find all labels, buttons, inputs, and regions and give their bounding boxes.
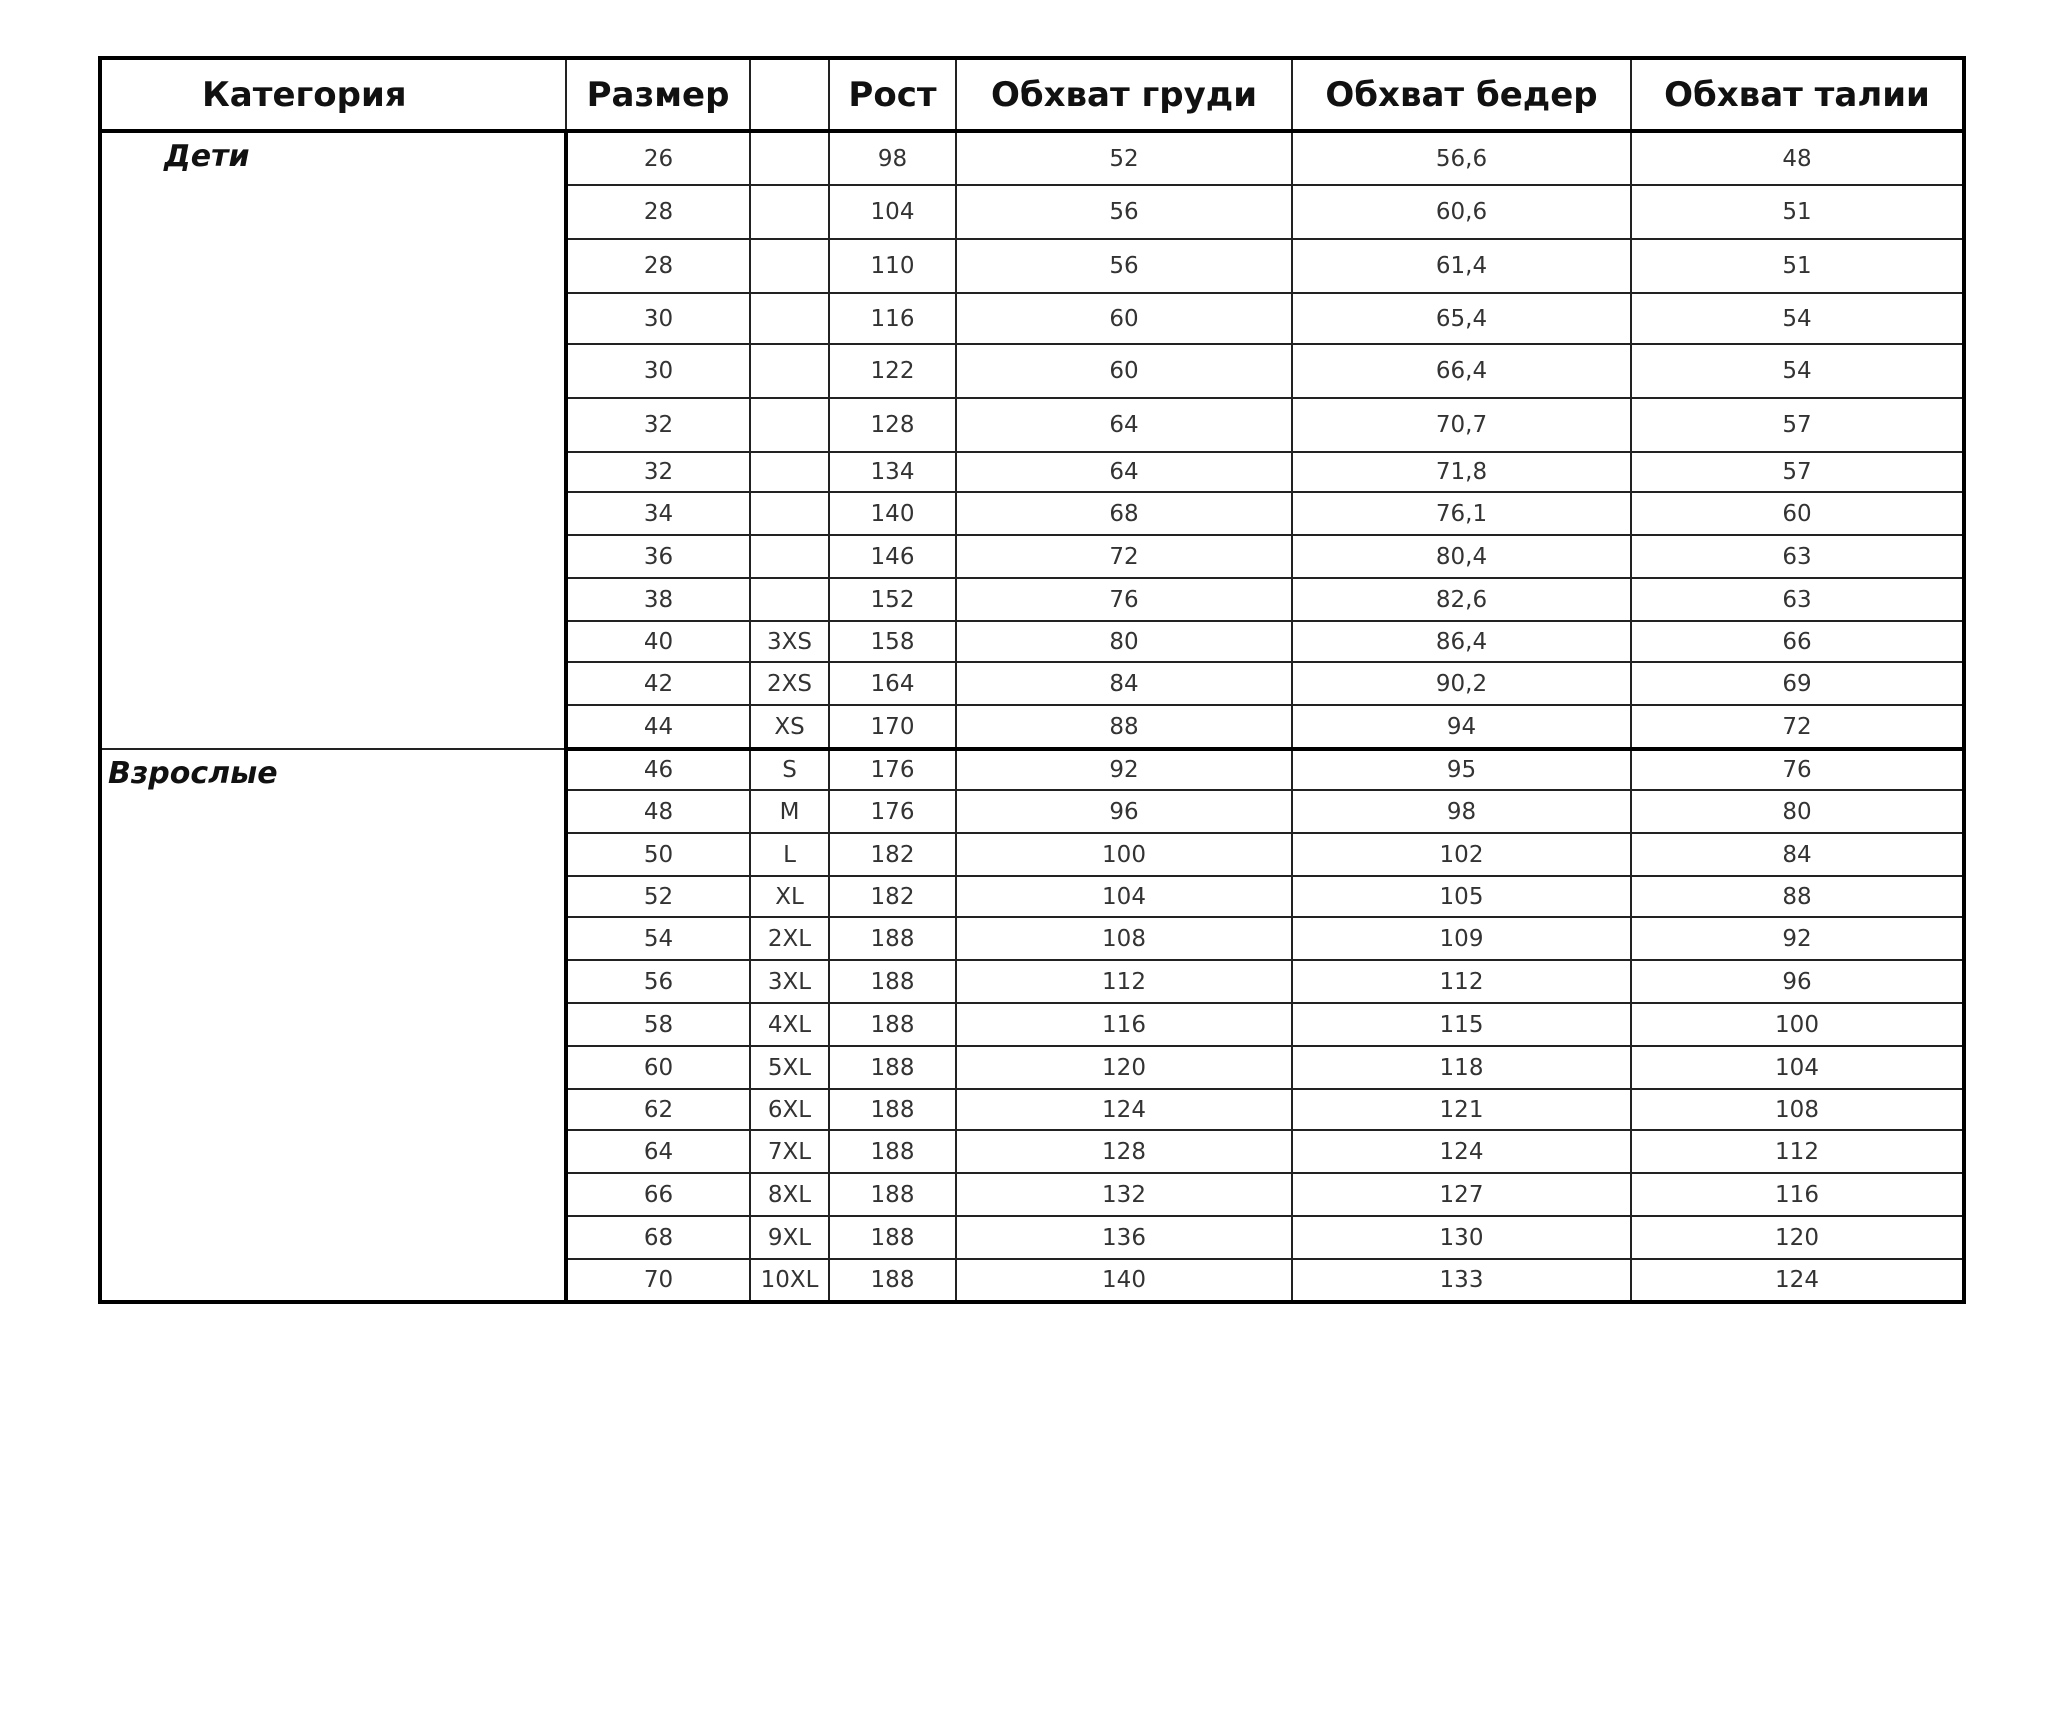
- chest-cell: 60: [956, 293, 1292, 344]
- chest-cell: 64: [956, 398, 1292, 452]
- header-height: Рост: [829, 58, 956, 131]
- waist-cell: 104: [1631, 1046, 1964, 1089]
- height-cell: 152: [829, 578, 956, 621]
- header-chest: Обхват груди: [956, 58, 1292, 131]
- waist-cell: 69: [1631, 662, 1964, 705]
- letter-size-cell: M: [750, 790, 829, 833]
- chest-cell: 104: [956, 876, 1292, 917]
- waist-cell: 57: [1631, 398, 1964, 452]
- hips-cell: 118: [1292, 1046, 1631, 1089]
- waist-cell: 54: [1631, 293, 1964, 344]
- letter-size-cell: [750, 578, 829, 621]
- hips-cell: 94: [1292, 705, 1631, 749]
- waist-cell: 124: [1631, 1259, 1964, 1302]
- header-waist: Обхват талии: [1631, 58, 1964, 131]
- height-cell: 98: [829, 131, 956, 185]
- letter-size-cell: 2XL: [750, 917, 829, 960]
- waist-cell: 92: [1631, 917, 1964, 960]
- size-cell: 38: [566, 578, 750, 621]
- letter-size-cell: 3XL: [750, 960, 829, 1003]
- hips-cell: 82,6: [1292, 578, 1631, 621]
- waist-cell: 57: [1631, 452, 1964, 492]
- hips-cell: 66,4: [1292, 344, 1631, 398]
- hips-cell: 130: [1292, 1216, 1631, 1259]
- size-cell: 58: [566, 1003, 750, 1046]
- chest-cell: 68: [956, 492, 1292, 535]
- hips-cell: 65,4: [1292, 293, 1631, 344]
- chest-cell: 80: [956, 621, 1292, 662]
- size-cell: 48: [566, 790, 750, 833]
- chest-cell: 120: [956, 1046, 1292, 1089]
- size-cell: 46: [566, 749, 750, 790]
- header-category: Категория: [100, 58, 566, 131]
- size-cell: 42: [566, 662, 750, 705]
- waist-cell: 108: [1631, 1089, 1964, 1130]
- chest-cell: 92: [956, 749, 1292, 790]
- hips-cell: 109: [1292, 917, 1631, 960]
- hips-cell: 56,6: [1292, 131, 1631, 185]
- chest-cell: 124: [956, 1089, 1292, 1130]
- category-kids: Дети: [100, 131, 566, 749]
- letter-size-cell: S: [750, 749, 829, 790]
- height-cell: 188: [829, 1130, 956, 1173]
- hips-cell: 115: [1292, 1003, 1631, 1046]
- size-cell: 32: [566, 398, 750, 452]
- hips-cell: 133: [1292, 1259, 1631, 1302]
- hips-cell: 127: [1292, 1173, 1631, 1216]
- height-cell: 188: [829, 1046, 956, 1089]
- waist-cell: 120: [1631, 1216, 1964, 1259]
- size-cell: 44: [566, 705, 750, 749]
- height-cell: 170: [829, 705, 956, 749]
- chest-cell: 72: [956, 535, 1292, 578]
- size-cell: 30: [566, 293, 750, 344]
- size-cell: 62: [566, 1089, 750, 1130]
- height-cell: 188: [829, 1259, 956, 1302]
- waist-cell: 76: [1631, 749, 1964, 790]
- hips-cell: 80,4: [1292, 535, 1631, 578]
- waist-cell: 51: [1631, 239, 1964, 293]
- waist-cell: 54: [1631, 344, 1964, 398]
- letter-size-cell: XL: [750, 876, 829, 917]
- waist-cell: 100: [1631, 1003, 1964, 1046]
- hips-cell: 102: [1292, 833, 1631, 876]
- height-cell: 182: [829, 833, 956, 876]
- size-cell: 64: [566, 1130, 750, 1173]
- size-cell: 26: [566, 131, 750, 185]
- height-cell: 128: [829, 398, 956, 452]
- hips-cell: 61,4: [1292, 239, 1631, 293]
- height-cell: 188: [829, 1003, 956, 1046]
- header-size: Размер: [566, 58, 750, 131]
- chest-cell: 132: [956, 1173, 1292, 1216]
- height-cell: 110: [829, 239, 956, 293]
- chest-cell: 76: [956, 578, 1292, 621]
- size-cell: 56: [566, 960, 750, 1003]
- height-cell: 116: [829, 293, 956, 344]
- chest-cell: 116: [956, 1003, 1292, 1046]
- size-chart-table: [98, 56, 1966, 1304]
- size-cell: 28: [566, 239, 750, 293]
- header-row: [100, 58, 1964, 131]
- letter-size-cell: [750, 293, 829, 344]
- letter-size-cell: 3XS: [750, 621, 829, 662]
- waist-cell: 80: [1631, 790, 1964, 833]
- size-cell: 32: [566, 452, 750, 492]
- size-cell: 68: [566, 1216, 750, 1259]
- size-cell: 30: [566, 344, 750, 398]
- chest-cell: 108: [956, 917, 1292, 960]
- height-cell: 158: [829, 621, 956, 662]
- table-row: [100, 749, 1964, 790]
- chest-cell: 136: [956, 1216, 1292, 1259]
- size-cell: 36: [566, 535, 750, 578]
- letter-size-cell: [750, 344, 829, 398]
- hips-cell: 71,8: [1292, 452, 1631, 492]
- chest-cell: 128: [956, 1130, 1292, 1173]
- letter-size-cell: [750, 185, 829, 239]
- hips-cell: 86,4: [1292, 621, 1631, 662]
- height-cell: 122: [829, 344, 956, 398]
- height-cell: 146: [829, 535, 956, 578]
- hips-cell: 70,7: [1292, 398, 1631, 452]
- hips-cell: 105: [1292, 876, 1631, 917]
- height-cell: 188: [829, 917, 956, 960]
- letter-size-cell: 9XL: [750, 1216, 829, 1259]
- size-cell: 28: [566, 185, 750, 239]
- waist-cell: 63: [1631, 535, 1964, 578]
- height-cell: 188: [829, 1089, 956, 1130]
- waist-cell: 60: [1631, 492, 1964, 535]
- size-cell: 70: [566, 1259, 750, 1302]
- letter-size-cell: 10XL: [750, 1259, 829, 1302]
- height-cell: 164: [829, 662, 956, 705]
- height-cell: 140: [829, 492, 956, 535]
- chest-cell: 140: [956, 1259, 1292, 1302]
- chest-cell: 112: [956, 960, 1292, 1003]
- waist-cell: 96: [1631, 960, 1964, 1003]
- waist-cell: 48: [1631, 131, 1964, 185]
- header-letter-size: [750, 58, 829, 131]
- table-body: [100, 131, 1964, 1302]
- chest-cell: 88: [956, 705, 1292, 749]
- height-cell: 188: [829, 960, 956, 1003]
- letter-size-cell: 5XL: [750, 1046, 829, 1089]
- letter-size-cell: [750, 239, 829, 293]
- waist-cell: 112: [1631, 1130, 1964, 1173]
- height-cell: 188: [829, 1173, 956, 1216]
- letter-size-cell: XS: [750, 705, 829, 749]
- waist-cell: 84: [1631, 833, 1964, 876]
- size-cell: 66: [566, 1173, 750, 1216]
- height-cell: 188: [829, 1216, 956, 1259]
- waist-cell: 66: [1631, 621, 1964, 662]
- waist-cell: 63: [1631, 578, 1964, 621]
- hips-cell: 121: [1292, 1089, 1631, 1130]
- size-cell: 52: [566, 876, 750, 917]
- letter-size-cell: [750, 535, 829, 578]
- waist-cell: 72: [1631, 705, 1964, 749]
- chest-cell: 56: [956, 239, 1292, 293]
- height-cell: 104: [829, 185, 956, 239]
- waist-cell: 116: [1631, 1173, 1964, 1216]
- hips-cell: 90,2: [1292, 662, 1631, 705]
- chest-cell: 64: [956, 452, 1292, 492]
- hips-cell: 98: [1292, 790, 1631, 833]
- hips-cell: 112: [1292, 960, 1631, 1003]
- letter-size-cell: [750, 452, 829, 492]
- size-cell: 34: [566, 492, 750, 535]
- height-cell: 134: [829, 452, 956, 492]
- waist-cell: 51: [1631, 185, 1964, 239]
- hips-cell: 95: [1292, 749, 1631, 790]
- size-cell: 40: [566, 621, 750, 662]
- table-row: [100, 131, 1964, 185]
- letter-size-cell: 7XL: [750, 1130, 829, 1173]
- height-cell: 176: [829, 790, 956, 833]
- letter-size-cell: 8XL: [750, 1173, 829, 1216]
- size-cell: 54: [566, 917, 750, 960]
- size-cell: 50: [566, 833, 750, 876]
- letter-size-cell: 6XL: [750, 1089, 829, 1130]
- chest-cell: 84: [956, 662, 1292, 705]
- chest-cell: 60: [956, 344, 1292, 398]
- category-adults: Взрослые: [100, 749, 566, 1302]
- height-cell: 176: [829, 749, 956, 790]
- hips-cell: 60,6: [1292, 185, 1631, 239]
- letter-size-cell: [750, 131, 829, 185]
- hips-cell: 76,1: [1292, 492, 1631, 535]
- letter-size-cell: L: [750, 833, 829, 876]
- letter-size-cell: 2XS: [750, 662, 829, 705]
- chest-cell: 100: [956, 833, 1292, 876]
- chest-cell: 96: [956, 790, 1292, 833]
- size-cell: 60: [566, 1046, 750, 1089]
- hips-cell: 124: [1292, 1130, 1631, 1173]
- waist-cell: 88: [1631, 876, 1964, 917]
- letter-size-cell: [750, 398, 829, 452]
- chest-cell: 52: [956, 131, 1292, 185]
- height-cell: 182: [829, 876, 956, 917]
- letter-size-cell: 4XL: [750, 1003, 829, 1046]
- letter-size-cell: [750, 492, 829, 535]
- header-hips: Обхват бедер: [1292, 58, 1631, 131]
- chest-cell: 56: [956, 185, 1292, 239]
